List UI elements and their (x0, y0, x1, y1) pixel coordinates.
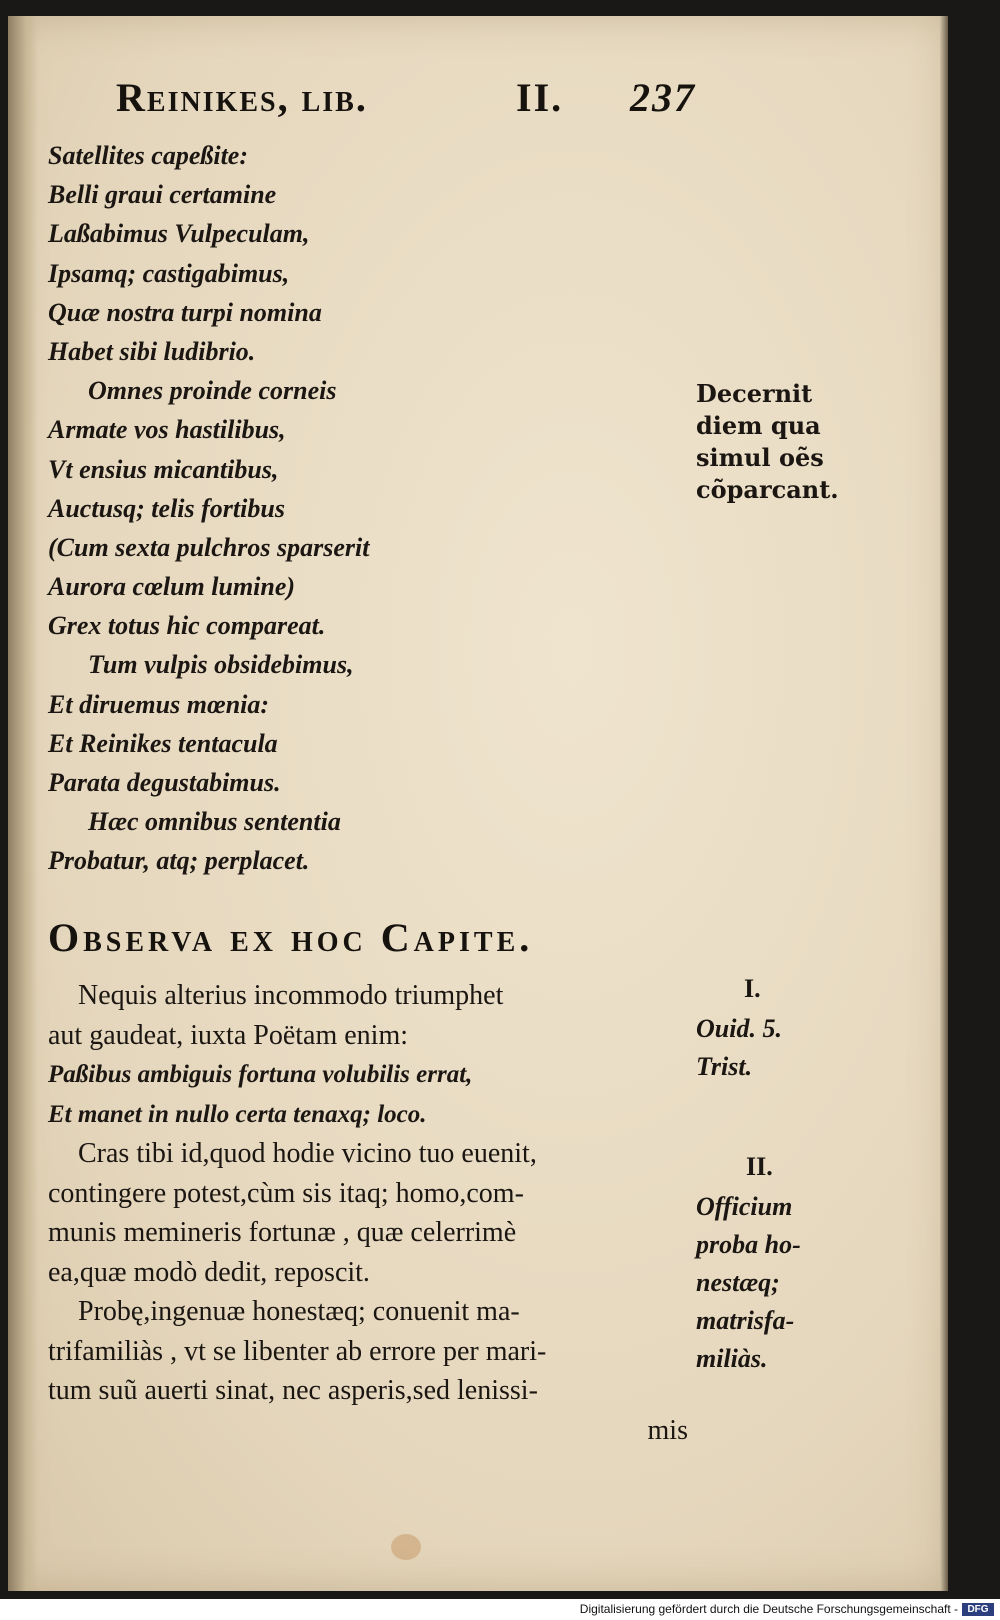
verse-line: Parata degustabimus. (48, 768, 281, 797)
paper-stain (391, 1534, 421, 1560)
body-line: munis memineris fortunæ , quæ celerrimè (48, 1217, 517, 1248)
verse-line: Omnes proinde corneis (88, 376, 337, 406)
margin-note-line: nestæq; (696, 1268, 780, 1297)
verse-line: Et diruemus mœnia: (48, 689, 270, 719)
page-number: 237 (630, 75, 696, 120)
verse-line: Vt ensius micantibus, (48, 454, 279, 484)
body-line: aut gaudeat, iuxta Poëtam enim: (48, 1019, 409, 1051)
body-line: contingere potest,cùm sis itaq; homo,com- (48, 1177, 524, 1209)
quote-line: Et manet in nullo certa tenaxq; loco. (48, 1100, 427, 1128)
margin-note-line: miliàs. (696, 1344, 768, 1373)
running-title: Reinikes, lib. (116, 75, 368, 120)
verse-line: Satellites capeßite: (48, 141, 249, 170)
margin-note-line: diem qua (696, 411, 821, 440)
body-line: Probę,ingenuæ honestæq; conuenit ma- (78, 1296, 520, 1327)
margin-note-line: matrisfa- (696, 1306, 795, 1335)
book-page (8, 16, 948, 1591)
catchword: mis (647, 1414, 688, 1446)
funding-credit: Digitalisierung gefördert durch die Deutsche Forschungsgemeinschaft - (579, 1602, 958, 1616)
page-edge (940, 16, 948, 1591)
verse-line: Grex totus hic compareat. (48, 611, 326, 641)
dfg-logo: DFG (962, 1603, 994, 1616)
margin-note-line: proba ho- (696, 1230, 801, 1259)
verse-line: Quæ nostra turpi nomina (48, 297, 322, 327)
verse-line: Ipsamq; castigabimus, (48, 258, 290, 288)
verse-line: (Cum sexta pulchros sparserit (48, 532, 370, 562)
verse-line: Belli graui certamine (48, 180, 277, 210)
margin-reference: Trist. (696, 1052, 753, 1081)
verse-line: Armate vos hastilibus, (48, 415, 286, 445)
margin-note-line: cõparcant. (696, 475, 839, 504)
margin-note-line: Officium (696, 1192, 793, 1221)
running-header (116, 74, 696, 124)
verse-line: Aurora cœlum lumine) (48, 572, 296, 602)
quote-line: Paßibus ambiguis fortuna volubilis errat, (48, 1061, 473, 1088)
margin-note-line: simul oẽs (696, 443, 824, 472)
book-spine-shadow (8, 16, 38, 1591)
verse-line: Et Reinikes tentacula (48, 728, 278, 758)
body-line: trifamiliàs , vt se libenter ab errore per mari- (48, 1335, 547, 1367)
verse-line: Habet sibi ludibrio. (48, 336, 256, 366)
verse-line: Laßabimus Vulpeculam, (48, 219, 310, 249)
book-number: II. (516, 75, 564, 120)
margin-note-decernit (696, 378, 856, 506)
margin-numeral: II. (746, 1152, 773, 1181)
body-line: ea,quæ modò dedit, reposcit. (48, 1256, 370, 1288)
body-line: Nequis alterius incommodo triumphet (78, 980, 504, 1011)
body-text (48, 976, 688, 1450)
verse-line: Probatur, atq; perplacet. (48, 846, 310, 876)
verse-line: Hæc omnibus sententia (88, 807, 341, 837)
verse-block (48, 136, 508, 881)
footer-bar (0, 1599, 1000, 1620)
body-line: Cras tibi id,quod hodie vicino tuo euenit, (78, 1138, 537, 1169)
margin-reference: Ouid. 5. (696, 1014, 782, 1043)
verse-line: Auctusq; telis fortibus (48, 493, 285, 523)
section-heading: Observa ex hoc Capite. (48, 915, 534, 960)
body-line: tum suũ auerti sinat, nec asperis,sed lenissi- (48, 1375, 538, 1406)
margin-numeral: I. (744, 974, 761, 1003)
verse-line: Tum vulpis obsidebimus, (88, 650, 354, 680)
margin-note-line: Decernit (696, 379, 813, 408)
